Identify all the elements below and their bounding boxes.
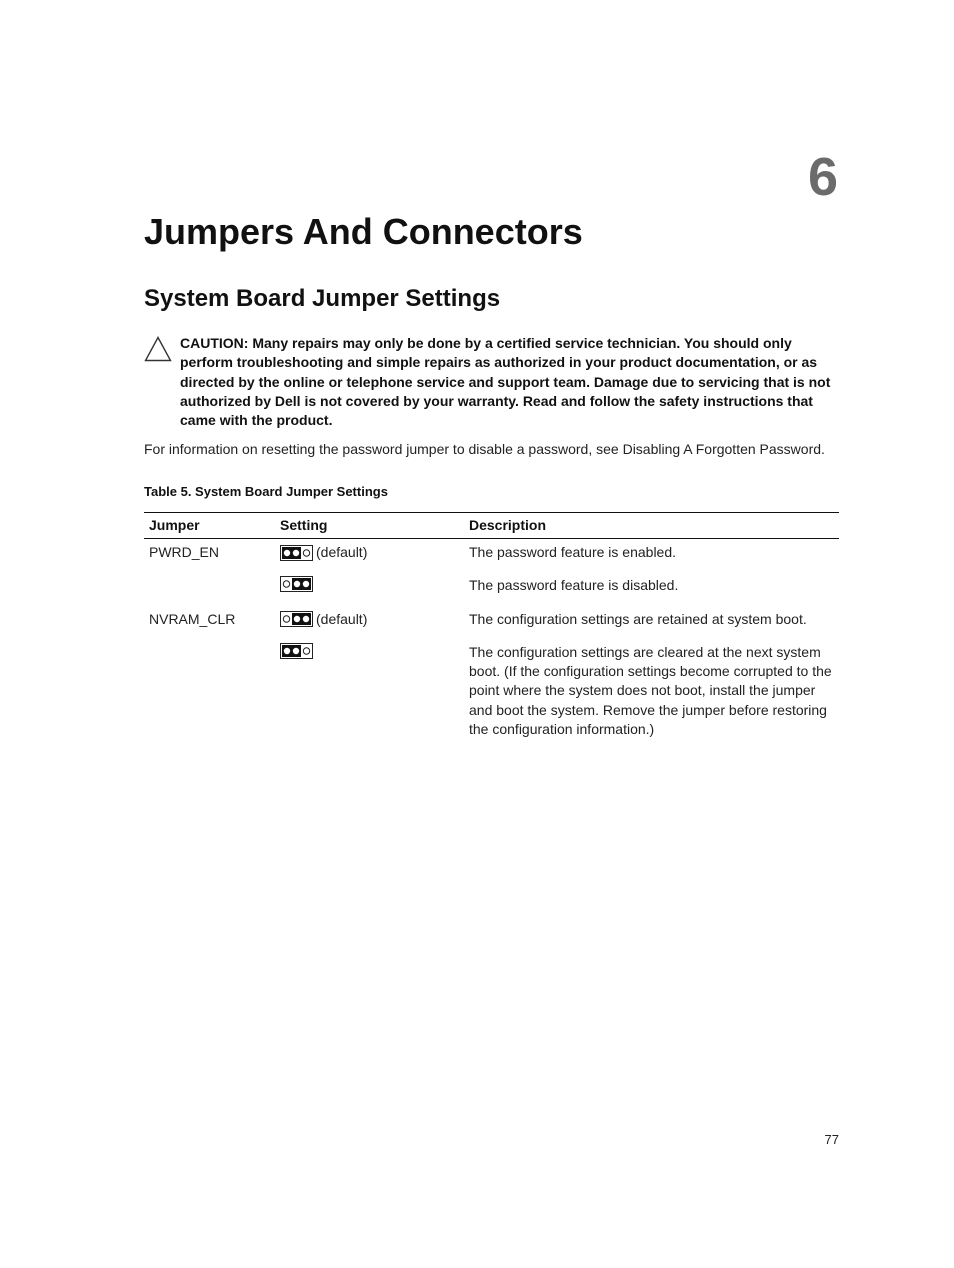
chapter-title: Jumpers And Connectors <box>144 211 583 252</box>
jumper-pins-2-3-icon <box>280 576 313 592</box>
description-cell: The password feature is enabled. <box>469 544 677 560</box>
jumper-pins-1-2-icon <box>280 545 313 561</box>
setting-label: (default) <box>316 544 368 560</box>
header-setting: Setting <box>275 513 464 539</box>
table-row <box>144 639 839 739</box>
intro-paragraph: For information on resetting the password jumper to disable a password, see Disabling A Forgotten Password. <box>144 441 825 457</box>
page-number: 77 <box>824 1132 839 1147</box>
section-title: System Board Jumper Settings <box>144 285 501 312</box>
description-cell: The configuration settings are cleared at the next system boot. (If the configuration settings become corrupted to the point where the system does not boot, install the jumper and boot the system. Remove the jumper before restoring the configuration information.) <box>469 643 832 738</box>
table-header-row <box>144 513 839 539</box>
header-description: Description <box>464 513 839 539</box>
jumper-settings-table <box>144 512 839 739</box>
description-cell: The configuration settings are retained at system boot. <box>469 610 807 627</box>
jumper-name: NVRAM_CLR <box>149 610 236 627</box>
table-row <box>144 572 839 605</box>
jumper-pins-1-2-icon <box>280 643 313 659</box>
caution-note <box>144 334 840 430</box>
chapter-number: 6 <box>807 147 838 207</box>
setting-label: (default) <box>316 610 368 627</box>
jumper-pins-2-3-icon <box>280 611 313 627</box>
table-caption: Table 5. System Board Jumper Settings <box>144 484 388 499</box>
jumper-name: PWRD_EN <box>149 544 220 560</box>
jumper-name <box>144 639 275 739</box>
description-cell: The password feature is disabled. <box>469 577 679 594</box>
jumper-name <box>144 572 275 605</box>
caution-text: CAUTION: Many repairs may only be done by a certified service technician. You should only perform troubleshooting and simple repairs as authorized in your product documentation, or as directed by the online or telephone service and support team. Damage due to servicing that is not authorized by Dell is not covered by your warranty. Read and follow the safety instructions that came with the product. <box>180 335 831 429</box>
table-row <box>144 606 839 639</box>
header-jumper: Jumper <box>144 513 275 539</box>
table-row <box>144 539 839 573</box>
warning-triangle-icon <box>144 336 172 362</box>
